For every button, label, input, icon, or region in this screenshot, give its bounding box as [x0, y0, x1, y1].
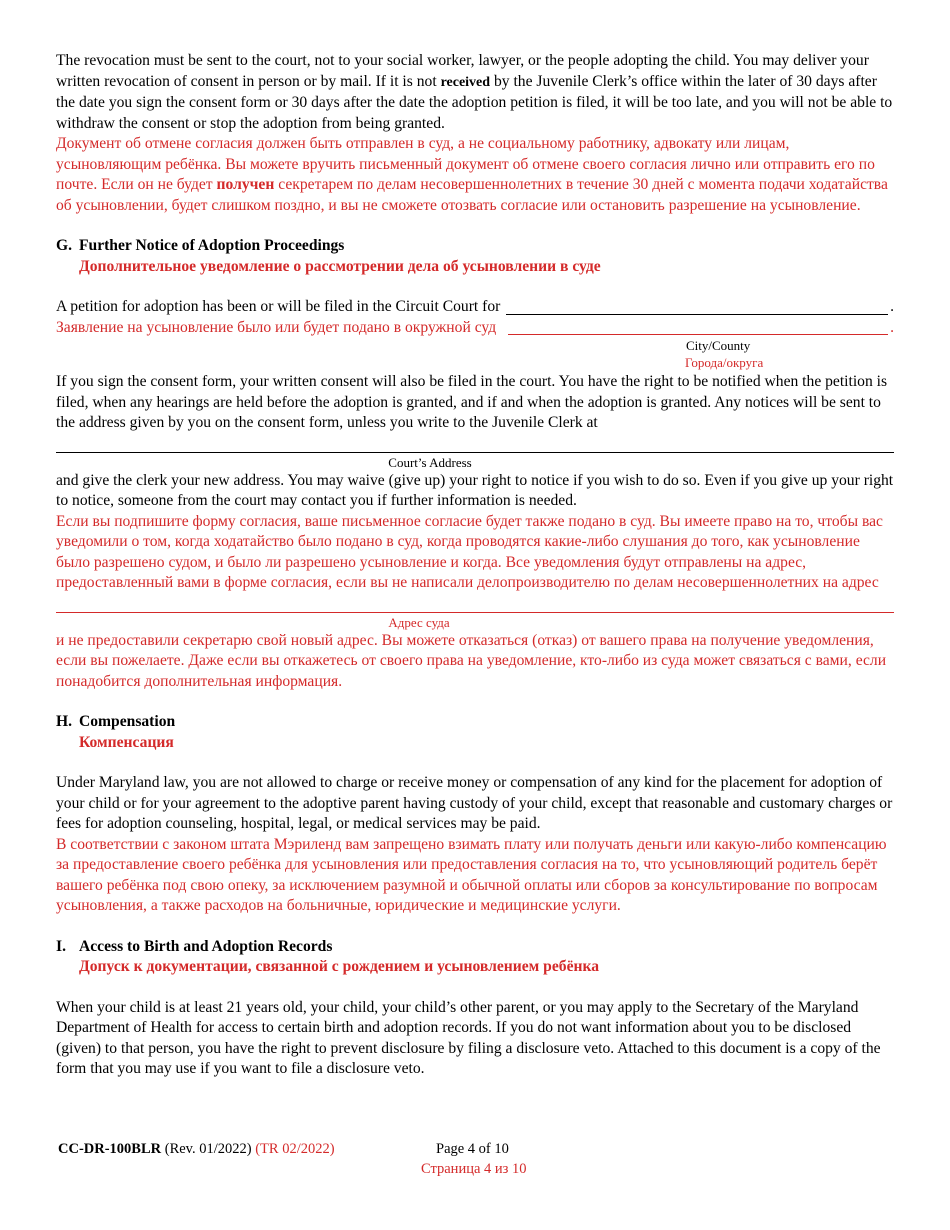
- form-id: CC-DR-100BLR (Rev. 01/2022) (TR 02/2022): [58, 1141, 335, 1157]
- section-i-heading-ru: Допуск к документации, связанной с рождением и усыновлением ребёнка: [79, 958, 600, 975]
- page-number-ru: Страница 4 из 10: [421, 1161, 527, 1177]
- compensation-paragraph-en: Under Maryland law, you are not allowed to charge or receive money or compensation of any kind for the placement for adoption of your child or for your agreement to the adoptive parent having custody of your child, except that reasonable and customary charges or fees for adoption counseling, hospital, legal, or medical services may be paid.: [56, 774, 893, 832]
- court-address-caption: Court’s Address: [388, 454, 472, 470]
- city-county-field-ru[interactable]: [508, 318, 888, 335]
- section-g-heading: G. Further Notice of Adoption Proceedings Дополнительное уведомление о рассмотрении дела об усыновлении в суде: [56, 236, 894, 277]
- circuit-court-row-ru: Заявление на усыновление было или будет подано в окружной суд .: [56, 318, 894, 336]
- revocation-paragraph-ru: Документ об отмене согласия должен быть отправлен в суд, а не социальному работнику, адвокату или лицам, усыновляющим ребёнка. Вы можете вручить письменный документ об отмене своего согласия лично или отправить его по почте. Если он не будет получен секретарем по делам несовершеннолетних в течение 30 дней с момента подачи ходатайства об усыновлении, будет слишком поздно, и вы не сможете отозвать согласие или остановить разрешение на усыновление.: [56, 135, 888, 214]
- section-h-heading-ru: Компенсация: [79, 733, 174, 751]
- section-i-heading: I. Access to Birth and Adoption Records Допуск к документации, связанной с рождением и усыновлением ребёнка: [56, 937, 894, 978]
- city-county-field[interactable]: [506, 298, 888, 315]
- records-paragraph-en: When your child is at least 21 years old, your child, your child’s other parent, or you may apply to the Secretary of the Maryland Department of Health for access to certain birth and adoption records. If you do not want information about you to be disclosed (given) to that person, you have the right to prevent disclosure by filing a disclosure veto. Attached to this document is a copy of the form that you may use if you want to file a disclosure veto.: [56, 998, 881, 1077]
- circuit-court-row: A petition for adoption has been or will be filed in the Circuit Court for .: [56, 298, 894, 315]
- notice-paragraph-ru: Если вы подпишите форму согласия, ваше письменное согласие будет также подано в суд. Вы имеете право на то, чтобы вас уведомили о том, когда ходатайство было подано в суд, когда проводятся какие-либо слушания до того, как усыновление было разрешено судом, и было ли разрешено усыновление и когда. Все уведомления будут отправлены на адрес, предоставленный вами в форме согласия, если вы не написали делопроизводителю по делам несовершеннолетних на адрес: [56, 512, 883, 591]
- compensation-paragraph-ru: В соответствии с законом штата Мэриленд вам запрещено взимать плату или получать деньги или какую-либо компенсацию за предоставление своего ребёнка для усыновления или предоставления согласия на то, что усыновляющий родитель берёт вашего ребёнка под свою опеку, за исключением разумной и обычной оплаты или сборов за консультирование по вопросам усыновления, а также расходов на больничные, юридические и медицинские услуги.: [56, 835, 887, 914]
- revocation-paragraph-en: The revocation must be sent to the court, not to your social worker, lawyer, or the people adopting the child. You may deliver your written revocation of consent in person or by mail. If it is not received by the Juvenile Clerk’s office within the later of 30 days after the date you sign the consent form or 30 days after the date the adoption petition is filed, it will be too late, and you will not be able to withdraw the consent or stop the adoption from being granted.: [56, 52, 893, 132]
- section-g-heading-ru: Дополнительное уведомление о рассмотрении дела об усыновлении в суде: [79, 257, 601, 275]
- city-county-caption-ru: Города/округа: [685, 355, 764, 370]
- court-address-caption-ru: Адрес суда: [388, 614, 450, 630]
- notice-paragraph-en: If you sign the consent form, your written consent will also be filed in the court. You have the right to be notified when the petition is filed, when any hearings are held before the adoption is granted, and if and when the adoption is granted. Any notices will be sent to the address given by you on the consent form, unless you write to the Juvenile Clerk at: [56, 373, 888, 431]
- waive-paragraph-ru: и не предоставили секретарю свой новый адрес. Вы можете отказаться (отказ) от вашего права на получение уведомления, если вы пожелаете. Даже если вы откажетесь от своего права на уведомление, кто-либо из суда может связаться с вами, если понадобится дополнительная информация.: [56, 631, 887, 690]
- waive-paragraph-en: and give the clerk your new address. You may waive (give up) your right to notice if you wish to do so. Even if you give up your right to notice, someone from the court may contact you if further information is needed.: [56, 471, 894, 509]
- city-county-caption: City/County: [686, 338, 751, 353]
- document-page: [56, 51, 894, 1080]
- section-h-heading: H. Compensation Компенсация: [56, 712, 894, 753]
- page-number: Page 4 of 10: [436, 1141, 509, 1157]
